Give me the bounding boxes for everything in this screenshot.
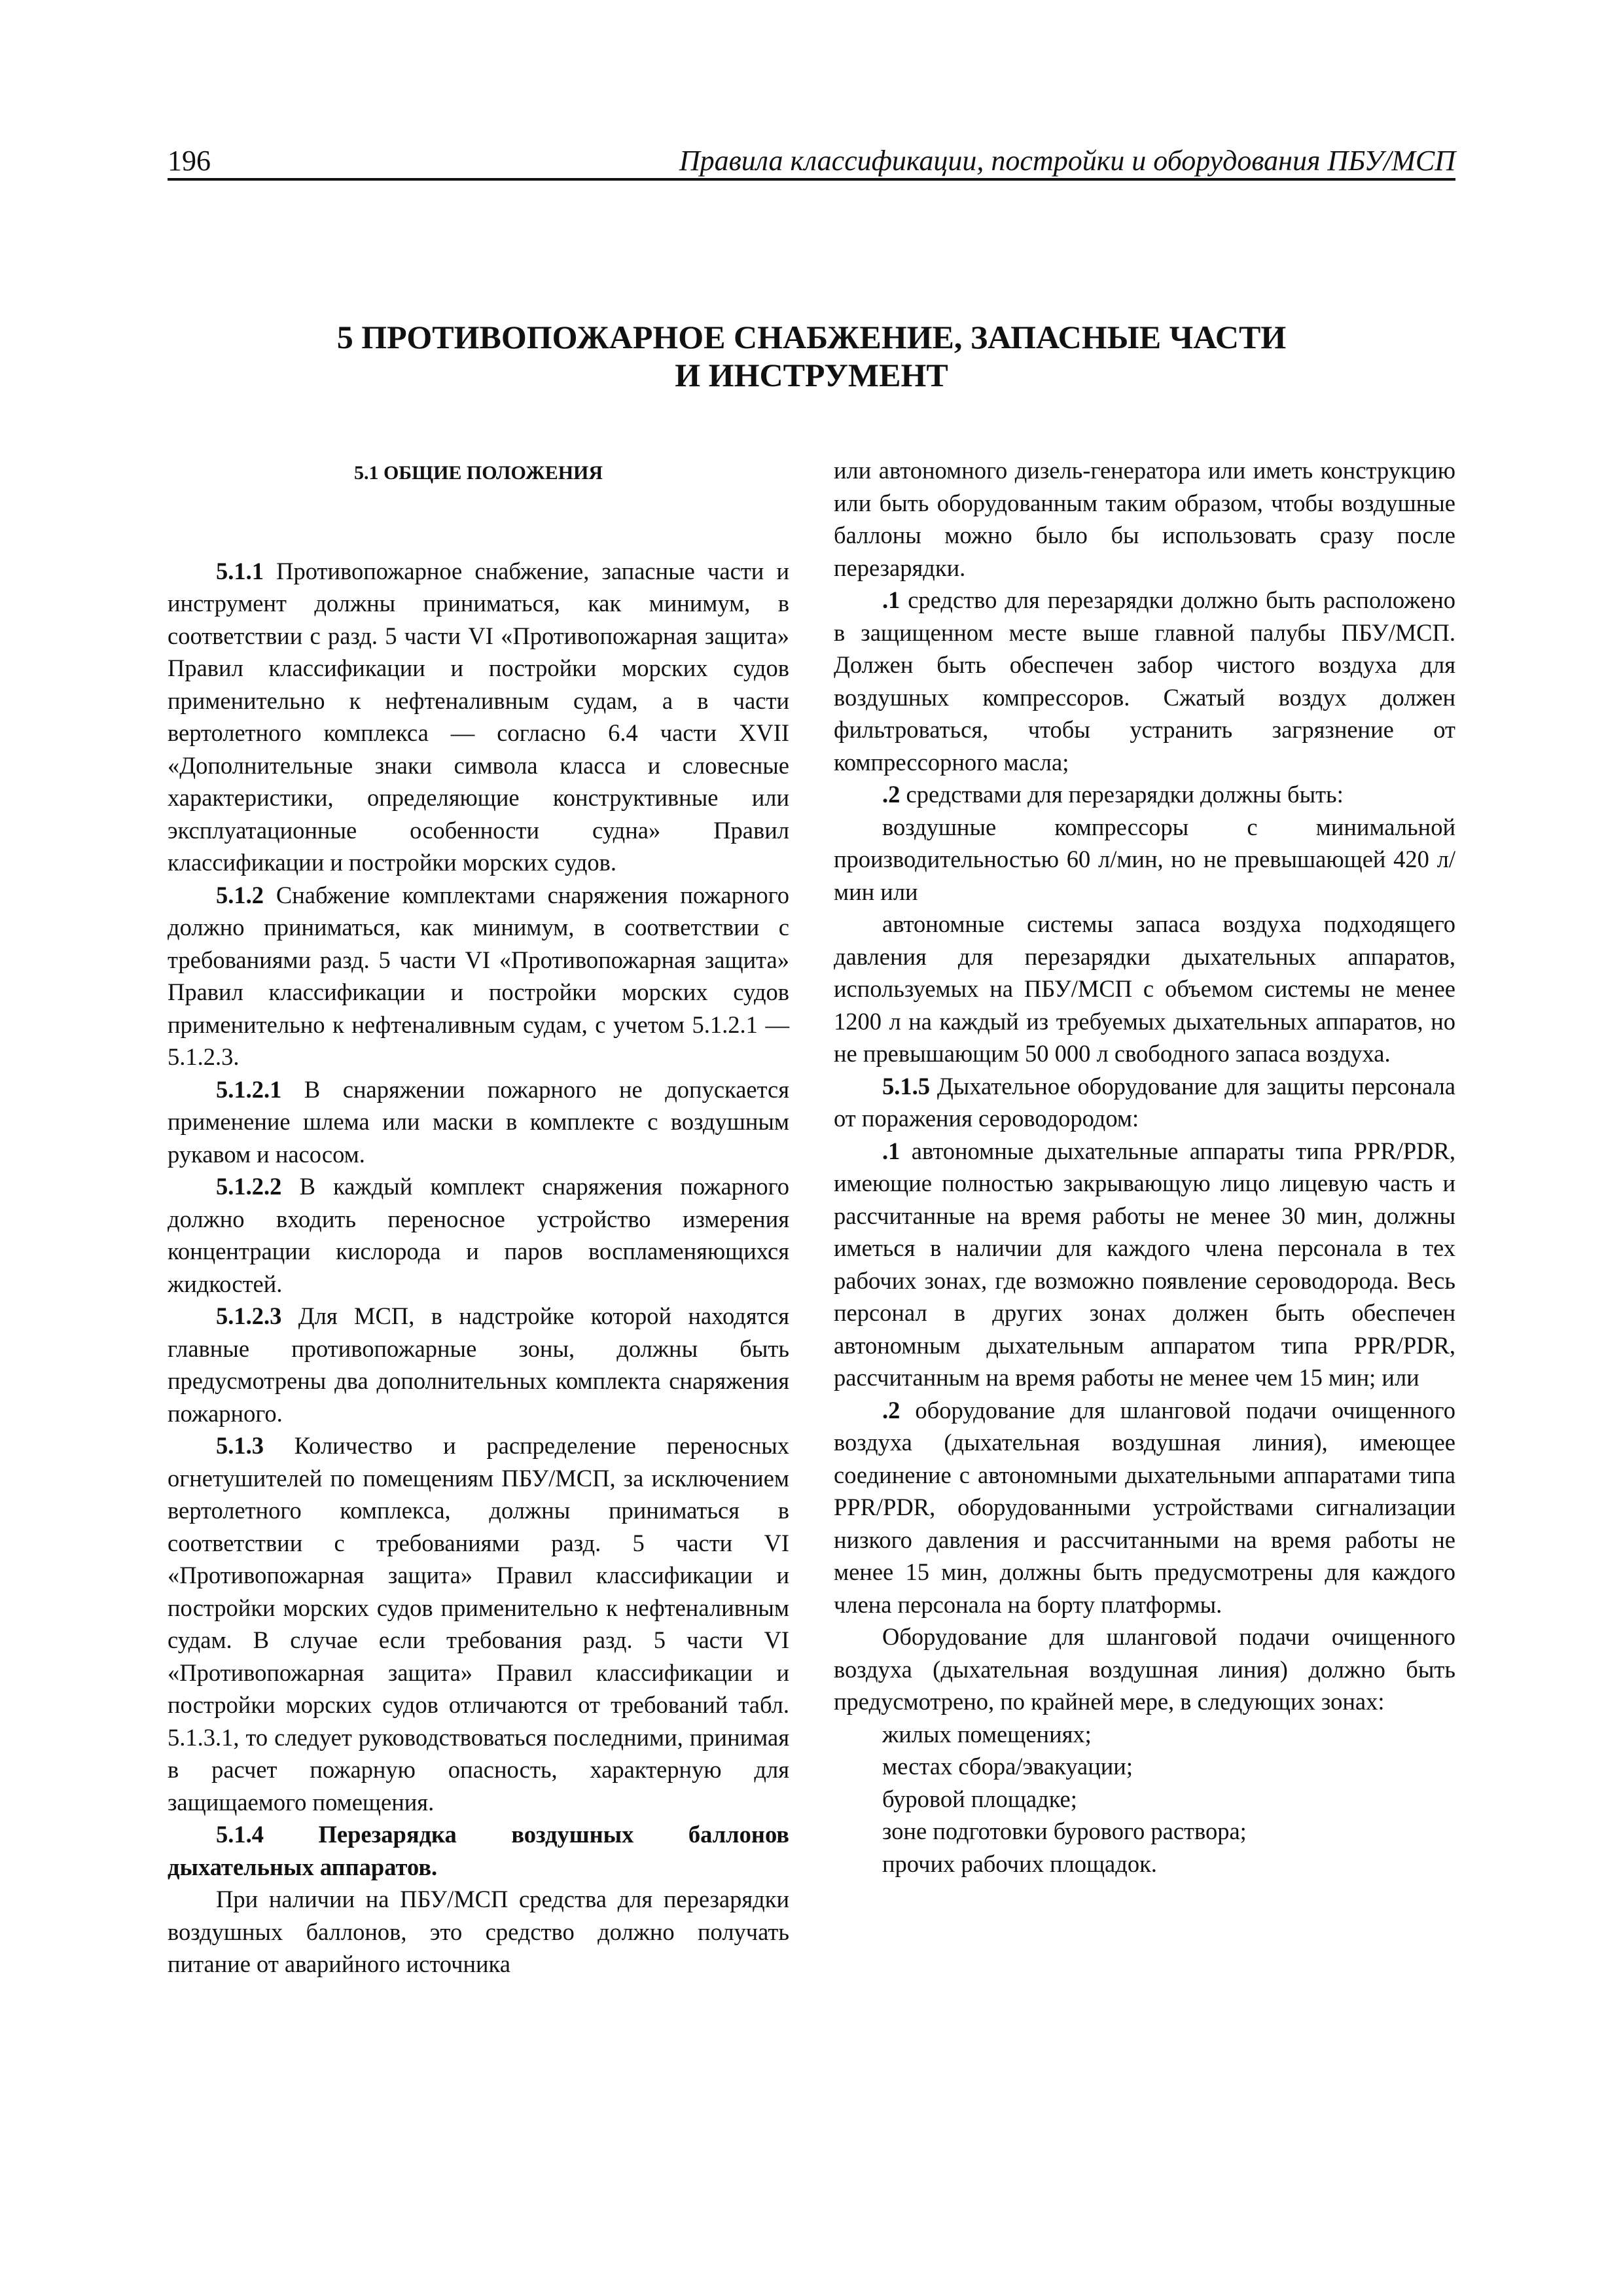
clause-text: В каждый комплект снаряжения пожарного должно входить переносное устройство измерения концентрации кислорода и паров воспламеняющихся жидкостей. <box>168 1173 789 1297</box>
paragraph-5-1-1 <box>168 555 789 879</box>
paragraph-5-1-4-continued: или автономного дизель-генератора или иметь конструкцию или быть оборудованным таким образом, чтобы воздушные баллоны можно было бы использовать сразу после перезарядки. <box>834 457 1455 581</box>
paragraph-5-1-2 <box>168 879 789 1073</box>
item-number: .1 <box>882 1137 901 1164</box>
paragraph-5-1-4-heading: 5.1.4 Перезарядка воздушных баллонов дыхательных аппаратов. <box>168 1821 789 1880</box>
clause-text: В снаряжении пожарного не допускается применение шлема или маски в комплекте с воздушным рукавом и насосом. <box>168 1075 789 1168</box>
clause-number: 5.1.5 <box>882 1072 930 1100</box>
clause-text: Для МСП, в надстройке которой находятся главные противопожарные зоны, должны быть предусмотрены два дополнительных комплекта снаряжения пожарного. <box>168 1302 789 1427</box>
clause-number: 5.1.2.3 <box>216 1302 282 1329</box>
list-item-2-option-b: автономные системы запаса воздуха подходящего давления для перезарядки дыхательных аппаратов, используемых на ПБУ/МСП с объемом системы не менее 1200 л на каждый из требуемых дыхательных аппаратов, но не превышающим 50 000 л свободного запаса воздуха. <box>834 910 1455 1067</box>
paragraph-5-1-5 <box>834 1070 1455 1135</box>
paragraph-equipment: Оборудование для шланговой подачи очищенного воздуха (дыхательная воздушная линия) должно быть предусмотрено, по крайней мере, в следующих зонах: <box>834 1623 1455 1715</box>
item-text: средство для перезарядки должно быть расположено в защищенном месте выше главной палубы ПБУ/МСП. Должен быть обеспечен забор чистого воздуха для воздушных компрессоров. Сжатый воздух должен фильтроваться, чтобы устранить загрязнение от компрессорного масла; <box>834 586 1455 776</box>
item-number: .1 <box>882 586 901 613</box>
section-heading: 5.1 ОБЩИЕ ПОЛОЖЕНИЯ <box>353 462 603 484</box>
item-text: оборудование для шланговой подачи очищенного воздуха (дыхательная воздушная линия), имеющее соединение с автономными дыхательными аппаратами типа PPR/PDR, оборудованными устройствами сигнализации низкого давления и рассчитанными на время работы не менее 15 мин, должны быть предусмотрены для каждого члена персонала на борту платформы. <box>834 1396 1455 1618</box>
list-item-5-1 <box>834 1135 1455 1394</box>
zone-item: зоне подготовки бурового раствора; <box>882 1818 1247 1844</box>
clause-number: 5.1.1 <box>216 557 264 584</box>
chapter-title-line-2: И ИНСТРУМЕНТ <box>675 357 948 393</box>
zone-item: буровой площадке; <box>882 1785 1077 1812</box>
item-number: .2 <box>882 781 901 808</box>
clause-number: 5.1.3 <box>216 1432 264 1459</box>
clause-text: Снабжение комплектами снаряжения пожарного должно приниматься, как минимум, в соответствии с требованиями разд. 5 части VI «Противопожарная защита» Правил классификации и постройки морских судов применительно к нефтеналивным судам, с учетом 5.1.2.1 — 5.1.2.3. <box>168 881 789 1070</box>
running-title: Правила классификации, постройки и оборудования ПБУ/МСП <box>679 145 1455 177</box>
zone-item: местах сбора/эвакуации; <box>882 1753 1133 1780</box>
paragraph-5-1-3 <box>168 1429 789 1818</box>
item-text: средствами для перезарядки должны быть: <box>900 781 1344 808</box>
list-item-5-2 <box>834 1394 1455 1621</box>
paragraph-5-1-2-2 <box>168 1170 789 1300</box>
clause-number: 5.1.2.2 <box>216 1173 282 1200</box>
chapter-title <box>168 318 1455 394</box>
right-column <box>834 454 1455 1880</box>
page-header <box>168 140 1455 179</box>
page-number: 196 <box>168 145 211 177</box>
zone-item: жилых помещениях; <box>882 1720 1092 1748</box>
zone-item: прочих рабочих площадок. <box>882 1850 1157 1877</box>
chapter-title-line-1: 5 ПРОТИВОПОЖАРНОЕ СНАБЖЕНИЕ, ЗАПАСНЫЕ ЧАСТИ <box>336 319 1287 355</box>
item-text: автономные дыхательные аппараты типа PPR/PDR, имеющие полностью закрывающую лицо лицевую часть и рассчитанные на время работы не менее 30 мин, должны иметься в наличии для каждого члена персонала в тех рабочих зонах, где возможно появление сероводорода. Весь персонал в других зонах должен быть обеспечен автономным дыхательным аппаратом типа PPR/PDR, рассчитанным на время работы не менее чем 15 мин; или <box>834 1137 1455 1391</box>
clause-text: Количество и распределение переносных огнетушителей по помещениям ПБУ/МСП, за исключением вертолетного комплекса, должны приниматься в соответствии с требованиями разд. 5 части VI «Противопожарная защита» Правил классификации и постройки морских судов применительно к нефтеналивным судам. В случае если требования разд. 5 части VI «Противопожарная защита» Правил классификации и постройки морских судов отличаются от требований табл. 5.1.3.1, то следует руководствоваться последними, принимая в расчет пожарную опасность, характерную для защищаемого помещения. <box>168 1432 789 1816</box>
paragraph-5-1-2-3 <box>168 1300 789 1429</box>
header-rule <box>168 178 1455 181</box>
clause-number: 5.1.2 <box>216 881 264 908</box>
list-item-2-option-a: воздушные компрессоры с минимальной производительностью 60 л/мин, но не превышающей 420 л/мин или <box>834 813 1455 905</box>
clause-text: Дыхательное оборудование для защиты персонала от поражения сероводородом: <box>834 1072 1455 1132</box>
list-item-2 <box>834 778 1455 811</box>
clause-text: Противопожарное снабжение, запасные части и инструмент должны приниматься, как минимум, в соответствии с разд. 5 части VI «Противопожарная защита» Правил классификации и постройки морских судов применительно к нефтеналивным судам, а в части вертолетного комплекса — согласно 6.4 части XVII «Дополнительные знаки символа класса и словесные характеристики, определяющие конструктивные или эксплуатационные особенности судна» Правил классификации и постройки морских судов. <box>168 557 789 876</box>
left-column <box>168 454 789 1981</box>
paragraph-5-1-2-1 <box>168 1073 789 1171</box>
list-item-1 <box>834 584 1455 778</box>
item-number: .2 <box>882 1396 901 1424</box>
clause-number: 5.1.2.1 <box>216 1075 282 1103</box>
paragraph-5-1-4-text: При наличии на ПБУ/МСП средства для перезарядки воздушных баллонов, это средство должно получать питание от аварийного источника <box>168 1886 789 1977</box>
